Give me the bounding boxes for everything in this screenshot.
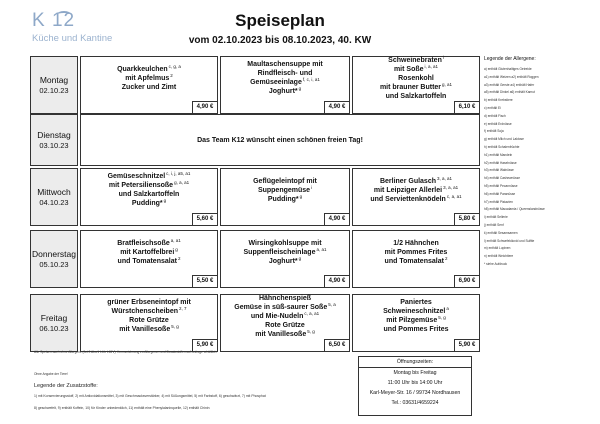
allergen-codes: g (299, 193, 303, 199)
additives-legend-line-1: 1) mit Konservierungsstoff, 2) mit Antioxidationsmittel, 3) mit Geschmacksverstärker, 4) mit Süßungsmittel, 5) mit Farbstoff, 6) geschwärzt, 7) mit Phosphat (34, 394, 266, 398)
menu-line (265, 321, 305, 330)
allergen-legend-item: c) enthält Ei (484, 105, 501, 110)
menu-cell (352, 168, 480, 226)
allergen-legend-item: g) enthält Milch und Laktose (484, 137, 524, 142)
menu-line-text: und Serviettenknödeln (370, 195, 446, 203)
menu-line-text: Rosenkohl (398, 74, 434, 82)
menu-line (250, 78, 320, 87)
day-name: Freitag (40, 312, 68, 323)
menu-cell (80, 230, 218, 288)
menu-line-text: Gemüseschnitzel (107, 173, 166, 180)
menu-cell (220, 230, 350, 288)
menu-line-text: und Mie-Nudeln (250, 312, 304, 320)
menu-line (248, 239, 321, 248)
menu-line-text: und Salzkartoffeln (385, 92, 447, 100)
allergen-legend-item: e) enthält Erdnüsse (484, 121, 512, 126)
menu-cell (352, 294, 480, 352)
menu-line-text: Berliner Gulasch (379, 177, 436, 185)
brand-tagline: Küche und Kantine (32, 33, 113, 44)
allergen-codes: c, g, a (168, 63, 181, 69)
menu-line (125, 74, 173, 83)
menu-line-text: Wirsingkohlsuppe mit (248, 239, 322, 247)
allergen-codes: f, c, i, a1 (302, 77, 320, 82)
allergen-codes: c, a, a1 (304, 310, 320, 316)
allergen-codes: a (446, 306, 449, 311)
opening-hours-time: 11:00 Uhr bis 14:00 Uhr (387, 380, 443, 386)
allergen-codes: 5, a (328, 301, 336, 307)
menu-line-text: mit Vanillesoße (119, 326, 171, 333)
menu-price: 4,90 € (324, 213, 350, 226)
menu-line (374, 186, 458, 195)
menu-price: 4,90 € (192, 101, 218, 114)
allergen-legend-title: Legende der Allergene: (484, 56, 536, 62)
menu-cell (220, 56, 350, 114)
allergen-codes: 5, g (171, 324, 179, 329)
menu-description (83, 169, 215, 211)
allergen-legend-item: n) enthält Weichtiere (484, 254, 514, 259)
allergen-legend-item: h5) enthält Pecannüsse (484, 183, 518, 188)
allergen-legend-item: h3) enthält Walnüsse (484, 168, 514, 173)
menu-line (394, 65, 438, 74)
allergen-legend-item: h4) enthält Cashewnüsse (484, 176, 520, 181)
menu-cell (80, 294, 218, 352)
menu-line-text: mit Soße (393, 65, 424, 73)
menu-line-text: Rote Grütze (265, 321, 305, 329)
menu-line (269, 87, 301, 96)
allergen-legend-item: j) enthält Senf (484, 222, 504, 227)
page-title: Speiseplan (235, 11, 325, 30)
menu-line (386, 316, 445, 325)
allergen-codes: 3, a, a1 (437, 175, 453, 181)
allergen-legend-item: d) enthält Fisch (484, 113, 506, 118)
allergen-legend-item: h7) enthält Pistazien (484, 199, 513, 204)
menu-line-text: Joghurt* (268, 257, 298, 265)
day-label (30, 168, 78, 226)
menu-description (223, 231, 347, 273)
allergen-legend-item: m) enthält Lupinen (484, 246, 511, 251)
menu-line (111, 307, 186, 316)
day-label (30, 114, 78, 166)
menu-line (251, 312, 319, 321)
page-subtitle: vom 02.10.2023 bis 08.10.2023, 40. KW (188, 35, 372, 46)
menu-description (83, 231, 215, 273)
allergen-codes: 2 (444, 255, 448, 261)
day-date: 02.10.23 (39, 85, 69, 95)
menu-line (370, 195, 461, 204)
allergen-legend-item: h1) enthält Mandeln (484, 152, 513, 157)
menu-line-text: Quarkkeulchen (117, 65, 168, 73)
menu-line-text: mit Pommes Frites (384, 248, 448, 256)
menu-description (83, 57, 215, 99)
allergen-codes: 3, a, a1 (443, 184, 459, 190)
menu-description (355, 169, 477, 211)
menu-line (255, 330, 314, 339)
menu-cell (220, 294, 350, 352)
menu-line (247, 60, 322, 69)
menu-description (223, 295, 347, 337)
menu-line (393, 239, 439, 248)
opening-hours-days: Montag bis Freitag (393, 370, 437, 376)
allergen-codes: 5, g (307, 328, 315, 334)
allergen-legend-item: h6) enthält Paranüsse (484, 191, 516, 196)
allergen-codes: g (298, 86, 302, 91)
menu-line (120, 248, 178, 257)
menu-description (355, 295, 477, 337)
menu-line (380, 177, 452, 186)
menu-price: 6,90 € (454, 275, 480, 288)
menu-line (269, 257, 301, 266)
menu-line (385, 248, 448, 257)
menu-line (380, 83, 452, 92)
menu-line (117, 239, 181, 248)
allergen-codes: 2 (177, 255, 181, 261)
additives-legend-title: Legende der Zusatzstoffe: (34, 383, 98, 389)
menu-line-text: Zucker und Zimt (121, 83, 177, 91)
menu-line (385, 257, 448, 266)
menu-line (384, 325, 449, 334)
menu-line-text: Joghurt* (268, 88, 298, 95)
day-date: 04.10.23 (39, 197, 69, 207)
allergen-note: Alle Speisen auch ohne Allergene (Art.9 Abs.1 Lit.b LMIV). Kennzeichnung zu Allergenen und Zusatzstoffen auf Anfrage erhältlich. (34, 350, 218, 354)
day-name: Donnerstag (32, 248, 76, 259)
menu-price: 5,60 € (192, 213, 218, 226)
allergen-codes: 2 (170, 72, 173, 78)
menu-line-text: und Pommes Frites (383, 326, 449, 333)
menu-line-text: Bratfleischsoße (117, 239, 170, 247)
menu-line-text: grüner Erbseneintopf mit (107, 299, 191, 306)
menu-price: 5,50 € (192, 275, 218, 288)
allergen-legend-item: a5) enthält Dinkel a6) enthält Kamut (484, 90, 535, 95)
menu-line (268, 195, 302, 204)
allergen-legend-item: a3) enthält Gerste a4) enthält Hafer (484, 82, 535, 87)
menu-price: 5,90 € (454, 339, 480, 352)
menu-line-text: und Tomatensalat (117, 257, 177, 265)
menu-cell (352, 56, 480, 114)
allergen-legend-item: f) enthält Soja (484, 129, 504, 134)
allergen-legend-item: b) enthält Krebstiere (484, 98, 513, 103)
allergen-legend-item: h2) enthält Haselnüsse (484, 160, 517, 165)
menu-line-text: mit Vanillesoße (255, 330, 307, 338)
allergen-codes: a, a1 (170, 237, 181, 243)
menu-line-text: Würstchenscheiben (111, 308, 178, 315)
menu-line-text: Pudding* (131, 200, 163, 207)
menu-line (244, 248, 327, 257)
allergen-codes: g (175, 246, 178, 252)
menu-line-text: mit brauner Butter (379, 83, 442, 91)
additives-legend-line-2: 8) geschwefelt, 9) enthält Koffein, 10) für Kinder unbedenklich, 11) enthält eine Phenylalaninquelle, 12) enthält Chinin (34, 406, 210, 410)
menu-line (398, 74, 434, 83)
menu-price: 5,80 € (454, 213, 480, 226)
menu-price: 6,50 € (324, 339, 350, 352)
allergen-legend-item: i) enthält Sellerie (484, 215, 508, 220)
menu-line (259, 294, 311, 303)
menu-line (400, 298, 432, 307)
menu-line-text: Hähnchenspieß (258, 294, 312, 302)
menu-line-text: Maultaschensuppe mit (247, 61, 323, 68)
menu-line-text: mit Petersiliensoße (108, 182, 174, 189)
menu-description (355, 54, 477, 100)
allergen-codes: 5, g (438, 315, 446, 320)
menu-description (223, 169, 347, 211)
menu-cell (220, 168, 350, 226)
menu-line-text: Paniertes (400, 299, 432, 306)
menu-cell (80, 168, 218, 226)
allergen-codes: i (311, 184, 313, 190)
menu-line (118, 257, 181, 266)
allergen-codes: g (163, 198, 167, 203)
allergen-codes: 2, 7 (179, 306, 187, 311)
menu-cell (352, 230, 480, 288)
menu-price: 4,90 € (324, 275, 350, 288)
opening-hours-title: Öffnungszeiten: (359, 357, 471, 368)
menu-line-text: mit Apfelmus (125, 74, 170, 82)
brand-name: K 12 (32, 10, 76, 31)
menu-line (258, 186, 312, 195)
menu-line-text: und Salzkartoffeln (118, 191, 180, 198)
allergen-legend-item: h) enthält Schalenfrüchte (484, 144, 520, 149)
allergen-codes: g, a1 (442, 81, 453, 87)
menu-line-text: und Tomatensalat (384, 257, 444, 265)
menu-line (386, 92, 447, 101)
day-name: Dienstag (37, 129, 71, 140)
menu-line-text: mit Kartoffelbrei (120, 248, 175, 256)
menu-line-text: Rote Grütze (129, 317, 169, 324)
day-name: Mittwoch (37, 186, 71, 197)
menu-line-text: Rindfleisch- und (257, 70, 313, 77)
allergen-legend (484, 56, 584, 348)
menu-line (129, 316, 169, 325)
menu-description (223, 57, 347, 99)
menu-description (355, 231, 477, 273)
allergen-legend-item: * siehe Aufdruck (484, 261, 508, 266)
address: Karl-Meyer-Str. 16 / 99734 Nordhausen (369, 390, 461, 396)
menu-cell (80, 56, 218, 114)
day-label (30, 294, 78, 352)
menu-price: 6,10 € (454, 101, 480, 114)
allergen-legend-item: h8) enthält Macadamia / Queenslandnüsse (484, 207, 545, 212)
menu-line-text: Pudding* (267, 195, 299, 203)
menu-description (83, 295, 215, 337)
allergen-legend-list (484, 66, 584, 269)
allergen-codes: a, a1 (316, 246, 327, 252)
menu-line (119, 190, 180, 199)
menu-line (132, 199, 166, 208)
day-date: 05.10.23 (39, 259, 69, 269)
animal-note: Ohne Angabe der Tiere! (34, 372, 68, 376)
allergen-codes: i (442, 54, 444, 60)
day-name: Montag (39, 74, 69, 85)
day-label (30, 56, 78, 114)
menu-line-text: Geflügeleintopf mit (253, 177, 317, 185)
day-label (30, 230, 78, 288)
menu-line (109, 181, 189, 190)
menu-line (122, 83, 176, 92)
menu-line (253, 177, 317, 186)
allergen-legend-item: a1) enthält Weizen a2) enthält Roggen (484, 74, 539, 79)
menu-line (119, 325, 178, 334)
menu-price: 5,90 € (192, 339, 218, 352)
menu-line-text: mit Pilzgemüse (386, 317, 438, 324)
allergen-legend-item: l) enthält Schwefeldioxid und Sulfite (484, 238, 535, 243)
menu-line-text: Suppengemüse (257, 186, 311, 194)
holiday-message: Das Team K12 wünscht einen schönen freien Tag! (80, 114, 480, 166)
menu-line-text: mit Leipziger Allerlei (373, 186, 443, 194)
menu-price: 4,90 € (324, 101, 350, 114)
day-date: 06.10.23 (39, 323, 69, 333)
allergen-codes: g, a, a1 (174, 180, 190, 185)
day-date: 03.10.23 (39, 140, 69, 150)
allergen-legend-item: a) enthält Glutenhaltiges Getreide (484, 67, 532, 71)
brand-logo (32, 11, 162, 51)
allergen-codes: i, a, a1 (424, 63, 439, 69)
allergen-codes: g (298, 255, 302, 261)
phone: Tel.: 03631/4659224 (391, 400, 439, 406)
menu-line-text: Suppenfleischeinlage (243, 248, 316, 256)
menu-line-text: Schweinebraten (388, 56, 442, 64)
menu-line-text: Gemüseeinlage (250, 79, 302, 86)
allergen-codes: c, a, a1 (446, 193, 462, 199)
menu-line-text: Schweineschnitzel (383, 308, 446, 315)
opening-hours-box (358, 356, 472, 416)
menu-line-text: Gemüse in süß-saurer Soße (234, 303, 328, 311)
menu-line-text: 1/2 Hähnchen (393, 239, 439, 247)
menu-line (234, 303, 336, 312)
allergen-legend-item: k) enthält Sesamsamen (484, 230, 518, 235)
allergen-codes: c, i, j, a5, a1 (166, 171, 191, 176)
